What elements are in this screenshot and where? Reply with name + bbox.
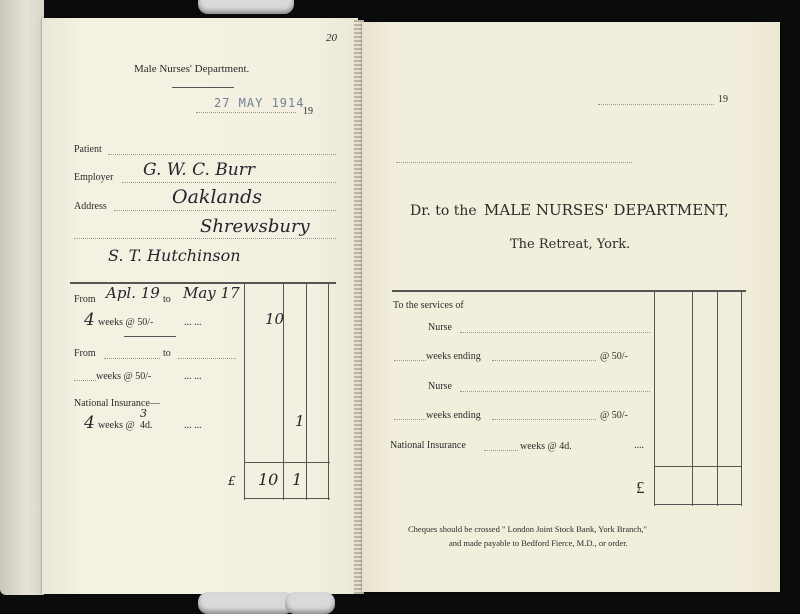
- patient-line: [108, 154, 336, 155]
- weeks-ending-2: weeks ending: [426, 410, 481, 421]
- right-col-line-1: [654, 290, 655, 506]
- section-divider: [124, 336, 176, 337]
- employer-handwritten: G. W. C. Burr: [143, 160, 255, 180]
- date-stamp: 27 MAY 1914: [214, 96, 305, 110]
- ni-weeks-handwritten: 4: [84, 413, 95, 433]
- weeks-rate-label: weeks @ 50/-: [98, 317, 154, 328]
- address-line1: [114, 210, 336, 211]
- address-label: Address: [74, 201, 107, 212]
- weeks-ending-1: weeks ending: [426, 351, 481, 362]
- total-top-rule: [244, 462, 330, 463]
- national-insurance-label: National Insurance—: [74, 398, 160, 409]
- ni-weeks-label: weeks @: [98, 420, 135, 431]
- department-title: Male Nurses' Department.: [134, 63, 250, 75]
- from-date-handwritten: Apl. 19: [106, 284, 160, 302]
- ellipsis-3: ... ...: [184, 420, 202, 431]
- table-col-line-3: [306, 282, 307, 500]
- heading-prefix: Dr. to the: [410, 203, 477, 219]
- right-total-top-rule: [654, 466, 742, 467]
- right-col-line-4: [741, 290, 742, 506]
- weeks-rate-label-2: weeks @ 50/-: [96, 371, 152, 382]
- right-date-line: [598, 104, 714, 105]
- nurse-line-2: [460, 391, 650, 392]
- right-ni-ellipsis: ....: [634, 440, 644, 451]
- binder-clip-top-left: [198, 0, 294, 14]
- book-back-cover: [0, 0, 44, 595]
- ni-rate: 4d.: [140, 420, 153, 431]
- ni-rate-overwrite-handwritten: 3: [140, 407, 147, 420]
- footer-line-1: Cheques should be crossed " London Joint Stock Bank, York Branch,": [408, 524, 648, 534]
- nurse-name-handwritten: S. T. Hutchinson: [108, 246, 241, 265]
- heading-main: MALE NURSES' DEPARTMENT,: [484, 201, 729, 219]
- right-col-line-2: [692, 290, 693, 506]
- total-shillings-handwritten: 1: [292, 470, 303, 489]
- right-pound-symbol: £: [636, 478, 645, 497]
- footer-line-2: and made payable to Bedford Fierce, M.D., or order.: [449, 538, 628, 548]
- page-number: 20: [326, 32, 337, 44]
- patient-label: Patient: [74, 144, 102, 155]
- left-page: [42, 18, 358, 594]
- amount-1-handwritten: 10: [265, 310, 285, 328]
- title-underline: [172, 87, 234, 88]
- right-col-line-3: [717, 290, 718, 506]
- total-pounds-handwritten: 10: [258, 470, 279, 489]
- from-line-2: [104, 358, 160, 359]
- services-label: To the services of: [393, 300, 464, 311]
- total-bottom-rule: [244, 498, 330, 499]
- weeks-line-2: [74, 380, 96, 381]
- ellipsis-2: ... ...: [184, 371, 202, 382]
- right-ni-weeks: weeks @ 4d.: [520, 441, 572, 452]
- table-col-line-1: [244, 282, 245, 500]
- to-label: to: [163, 294, 171, 305]
- address-line1-handwritten: Oaklands: [172, 186, 262, 208]
- nurse-label-2: Nurse: [428, 381, 452, 392]
- date-dotted-line: [196, 112, 296, 113]
- right-ni-weeks-line: [484, 450, 518, 451]
- employer-label: Employer: [74, 172, 114, 183]
- weeks-count-line-2: [394, 419, 426, 420]
- right-ni-label: National Insurance: [390, 440, 466, 451]
- pound-symbol: £: [228, 474, 236, 488]
- right-total-bottom-rule: [654, 504, 742, 505]
- right-name-line: [396, 162, 632, 163]
- weeks-ending-line-2: [492, 419, 596, 420]
- employer-line: [122, 182, 336, 183]
- weeks-count-line-1: [394, 360, 426, 361]
- to-line-2: [178, 358, 236, 359]
- to-date-handwritten: May 17: [183, 284, 240, 302]
- right-year-suffix: 19: [718, 94, 728, 105]
- rate-2: @ 50/-: [600, 410, 628, 421]
- to-label-2: to: [163, 348, 171, 359]
- amount-2-handwritten: 1: [295, 412, 305, 430]
- from-label: From: [74, 294, 96, 305]
- address-line2: [74, 238, 336, 239]
- nurse-line-1: [460, 332, 650, 333]
- rate-1: @ 50/-: [600, 351, 628, 362]
- address-line2-handwritten: Shrewsbury: [200, 216, 310, 237]
- subheading: The Retreat, York.: [510, 237, 631, 252]
- table-col-line-4: [328, 282, 329, 500]
- year-suffix: 19: [303, 106, 313, 117]
- from-label-2: From: [74, 348, 96, 359]
- weeks-ending-line-1: [492, 360, 596, 361]
- nurse-label-1: Nurse: [428, 322, 452, 333]
- weeks-handwritten: 4: [84, 310, 95, 330]
- ellipsis-1: ... ...: [184, 317, 202, 328]
